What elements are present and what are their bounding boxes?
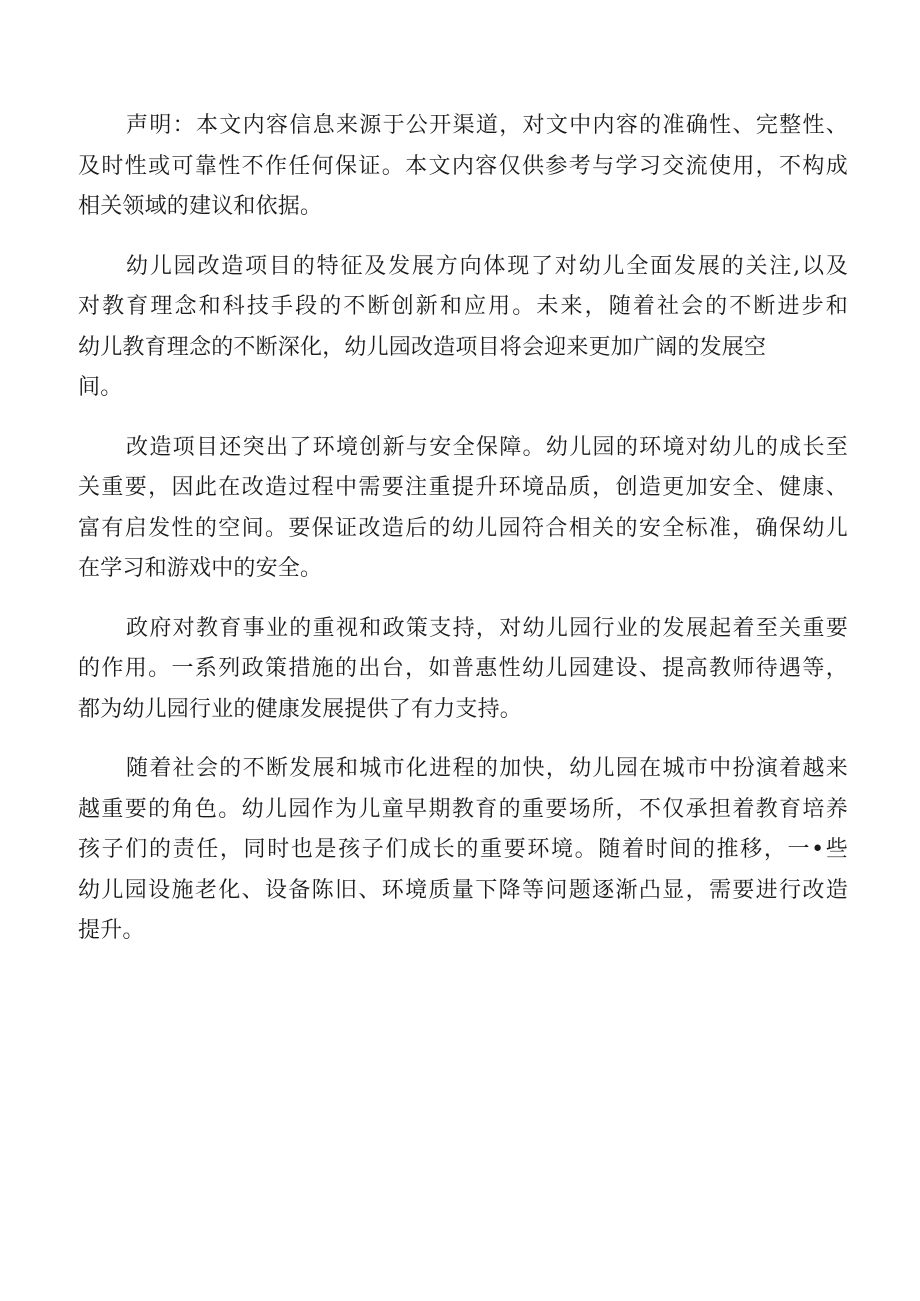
body-paragraph — [78, 247, 848, 409]
paragraph-line: 声明：本文内容信息来源于公开渠道，对文中内容的准确性、完整性、 — [126, 113, 848, 138]
paragraph-line: 在学习和游戏中的安全。 — [78, 556, 323, 581]
paragraph-line: 富有启发性的空间。要保证改造后的幼儿园符合相关的安全标准，确保幼儿 — [78, 515, 848, 541]
paragraph-line: 孩子们的责任，同时也是孩子们成长的重要环境。随着时间的推移，一•些 — [78, 837, 848, 862]
paragraph-line: 及时性或可靠性不作任何保证。本文内容仅供参考与学习交流使用，不构成 — [78, 153, 848, 179]
paragraph-line: 对教育理念和科技手段的不断创新和应用。未来，随着社会的不断进步和 — [78, 294, 848, 319]
paragraph-line: 越重要的角色。幼儿园作为儿童早期教育的重要场所，不仅承担着教育培养 — [78, 796, 848, 822]
paragraph-line: 关重要，因此在改造过程中需要注重提升环境品质，创造更加安全、健康、 — [78, 475, 848, 500]
paragraph-line: 的作用。一系列政策措施的出台，如普惠性幼儿园建设、提高教师待遇等， — [78, 656, 848, 681]
body-paragraph — [78, 428, 848, 590]
document-body — [78, 106, 848, 971]
disclaimer-paragraph — [78, 106, 848, 228]
paragraph-line: 随着社会的不断发展和城市化进程的加快，幼儿园在城市中扮演着越来 — [126, 756, 848, 781]
paragraph-line: 幼儿教育理念的不断深化，幼儿园改造项目将会迎来更加广阔的发展空 — [78, 334, 767, 360]
paragraph-line: 幼儿园改造项目的特征及发展方向体现了对幼儿全面发展的关注,以及 — [126, 253, 848, 279]
body-paragraph — [78, 749, 848, 952]
paragraph-line: 间。 — [78, 375, 123, 400]
paragraph-line: 改造项目还突出了环境创新与安全保障。幼儿园的环境对幼儿的成长至 — [126, 434, 848, 460]
paragraph-line: 提升。 — [78, 918, 145, 943]
body-paragraph — [78, 609, 848, 731]
paragraph-line: 幼儿园设施老化、设备陈旧、环境质量下降等问题逐渐凸显，需要进行改造 — [78, 877, 848, 903]
paragraph-line: 都为幼儿园行业的健康发展提供了有力支持。 — [78, 696, 523, 722]
paragraph-line: 政府对教育事业的重视和政策支持，对幼儿园行业的发展起着至关重要 — [126, 615, 848, 641]
paragraph-line: 相关领域的建议和依据。 — [78, 194, 323, 219]
